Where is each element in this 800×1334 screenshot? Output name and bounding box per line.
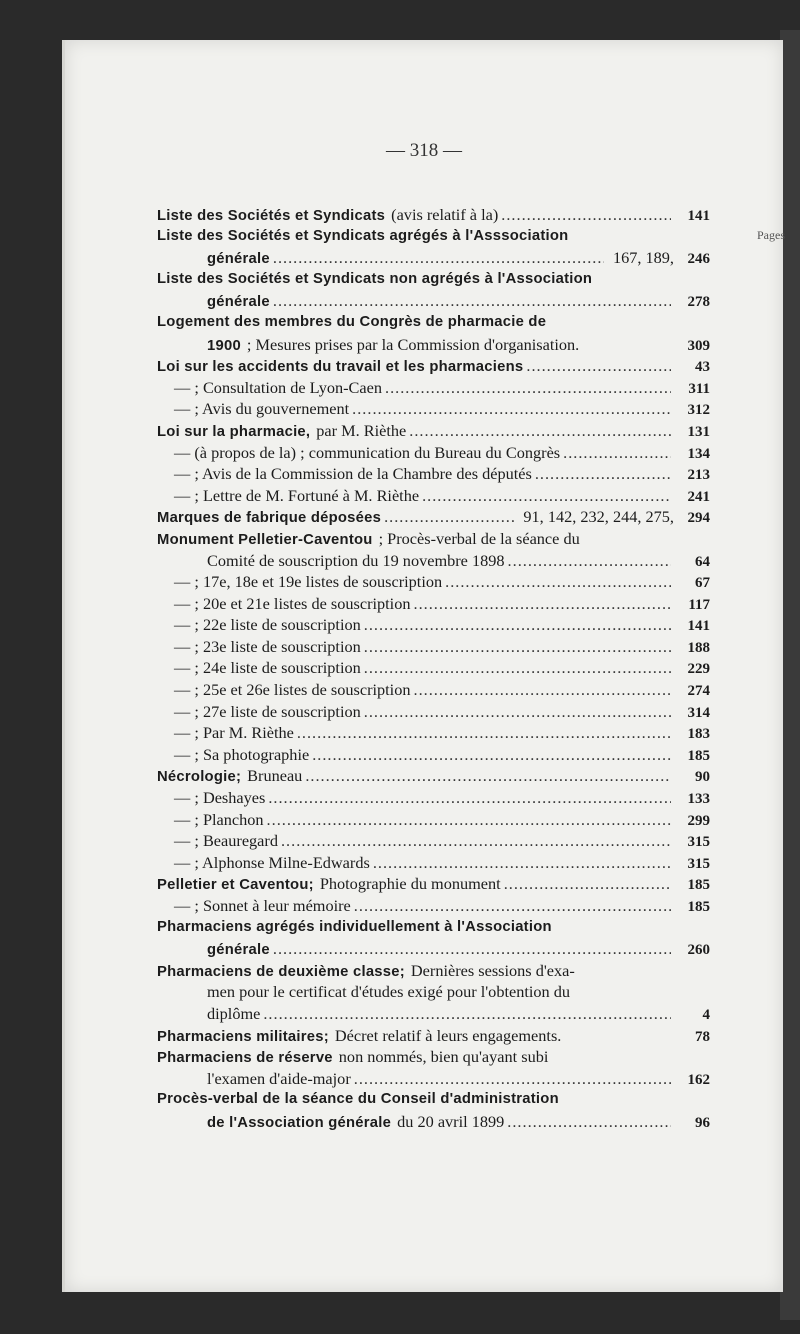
entry-term: générale bbox=[207, 251, 270, 268]
page-ref: 67 bbox=[695, 575, 710, 592]
entry-text: Photographie du monument bbox=[319, 874, 501, 894]
leader-dots bbox=[312, 744, 671, 766]
page-ref: 260 bbox=[687, 942, 710, 959]
leader-dots bbox=[281, 830, 671, 852]
leader-dots bbox=[414, 593, 672, 615]
scan-background-edge bbox=[780, 30, 800, 1320]
page-ref: 64 bbox=[695, 553, 710, 570]
index-entry bbox=[157, 657, 710, 679]
entry-text: — ; Planchon bbox=[174, 809, 264, 829]
entry-term: Loi sur la pharmacie, bbox=[157, 423, 311, 440]
index-entry bbox=[157, 722, 710, 744]
entry-text: — ; 25e et 26e listes de souscription bbox=[174, 680, 411, 700]
page-ref: 131 bbox=[687, 423, 710, 440]
entry-text: — ; 20e et 21e listes de souscription bbox=[174, 593, 411, 613]
index-entry bbox=[157, 398, 710, 420]
leader-dots bbox=[563, 442, 671, 464]
entry-term: générale bbox=[207, 294, 270, 311]
page-ref: 213 bbox=[687, 467, 710, 484]
entry-text: diplôme bbox=[207, 1003, 261, 1023]
entry-term: Marques de fabrique déposées bbox=[157, 510, 382, 527]
entry-term: de l'Association générale bbox=[207, 1114, 392, 1131]
entry-term: Pharmaciens agrégés individuellement à l'Association bbox=[157, 918, 552, 935]
index-entry bbox=[157, 981, 710, 1003]
index-entry bbox=[157, 1089, 710, 1111]
entry-term: Pharmaciens militaires; bbox=[157, 1028, 329, 1045]
page-ref: 133 bbox=[687, 791, 710, 808]
leader-dots bbox=[414, 679, 672, 701]
index-entry bbox=[157, 744, 710, 766]
index-entry bbox=[157, 1111, 710, 1133]
leader-dots bbox=[409, 420, 671, 442]
index-entry bbox=[157, 442, 710, 464]
entry-text: — ; Avis du gouvernement bbox=[174, 399, 350, 419]
entry-text: ; Mesures prises par la Commission d'organisation. bbox=[246, 334, 580, 354]
entry-term: Loi sur les accidents du travail et les pharmaciens bbox=[157, 359, 524, 376]
page-ref: 185 bbox=[687, 747, 710, 764]
entry-text: — ; Avis de la Commission de la Chambre des députés bbox=[174, 464, 532, 484]
page-ref: 314 bbox=[687, 704, 710, 721]
page-ref: 241 bbox=[687, 488, 710, 505]
leader-dots bbox=[422, 485, 671, 507]
entry-text: — ; Lettre de M. Fortuné à M. Rièthe bbox=[174, 485, 420, 505]
leader-dots bbox=[364, 614, 671, 636]
leader-dots bbox=[535, 463, 671, 485]
entry-term: Monument Pelletier-Caventou bbox=[157, 531, 373, 548]
entry-text: men pour le certificat d'études exigé pour l'obtention du bbox=[207, 982, 571, 1002]
page-ref: 162 bbox=[687, 1071, 710, 1088]
leader-dots bbox=[445, 571, 671, 593]
leader-dots bbox=[504, 873, 671, 895]
entry-term: Liste des Sociétés et Syndicats non agrégés à l'Association bbox=[157, 270, 593, 287]
page-ref: 90 bbox=[695, 769, 710, 786]
entry-text: — ; Alphonse Milne-Edwards bbox=[174, 852, 370, 872]
index-entry bbox=[157, 765, 710, 787]
index-entry bbox=[157, 247, 710, 269]
index-entry bbox=[157, 830, 710, 852]
entry-text: par M. Rièthe bbox=[316, 420, 407, 440]
leader-dots bbox=[273, 247, 604, 269]
leader-dots bbox=[263, 1003, 671, 1025]
index-entry bbox=[157, 506, 710, 528]
page-ref: 188 bbox=[687, 639, 710, 656]
entry-text: l'examen d'aide-major bbox=[207, 1068, 351, 1088]
index-entry bbox=[157, 463, 710, 485]
index-entry bbox=[157, 571, 710, 593]
entry-text: — ; Deshayes bbox=[174, 788, 266, 808]
page-ref: 274 bbox=[687, 683, 710, 700]
leader-dots bbox=[373, 852, 671, 874]
index-entry bbox=[157, 593, 710, 615]
entry-text: Dernières sessions d'exa- bbox=[410, 960, 575, 980]
index-entry bbox=[157, 1046, 710, 1068]
page-number: — 318 — bbox=[386, 140, 462, 161]
index-entry bbox=[157, 334, 710, 356]
page-ref: 96 bbox=[695, 1114, 710, 1131]
entry-term: générale bbox=[207, 942, 270, 959]
index-entry bbox=[157, 312, 710, 334]
index-entry bbox=[157, 290, 710, 312]
entry-term: Logement des membres du Congrès de pharmacie de bbox=[157, 313, 547, 330]
page-ref: 141 bbox=[687, 208, 710, 224]
index-entry bbox=[157, 895, 710, 917]
index-entry bbox=[157, 636, 710, 658]
leader-dots bbox=[352, 398, 671, 420]
page-references: 91, 142, 232, 244, 275, bbox=[523, 507, 674, 527]
leader-dots bbox=[297, 722, 671, 744]
leader-dots bbox=[385, 377, 671, 399]
index-entry bbox=[157, 1003, 710, 1025]
index-entry bbox=[157, 960, 710, 982]
entry-text: — ; Sonnet à leur mémoire bbox=[174, 896, 351, 915]
leader-dots bbox=[384, 506, 514, 528]
leader-dots bbox=[508, 550, 671, 572]
entry-text: — ; 27e liste de souscription bbox=[174, 701, 361, 721]
page-ref: 4 bbox=[702, 1006, 710, 1023]
leader-dots bbox=[364, 657, 671, 679]
entry-text: ; Procès-verbal de la séance du bbox=[378, 528, 580, 548]
index-entry bbox=[157, 355, 710, 377]
leader-dots bbox=[354, 895, 671, 917]
entry-term: Liste des Sociétés et Syndicats bbox=[157, 208, 386, 224]
entry-text: — ; Par M. Rièthe bbox=[174, 723, 294, 743]
entry-text: Comité de souscription du 19 novembre 1898 bbox=[207, 550, 505, 570]
index-entry bbox=[157, 485, 710, 507]
entry-term: 1900 bbox=[207, 337, 241, 354]
index-entry bbox=[157, 1025, 710, 1047]
entry-term: Procès-verbal de la séance du Conseil d'administration bbox=[157, 1091, 559, 1108]
entry-text: non nommés, bien qu'ayant subi bbox=[338, 1047, 549, 1067]
entry-text: — ; 22e liste de souscription bbox=[174, 615, 361, 635]
leader-dots bbox=[273, 290, 671, 312]
index-entry bbox=[157, 701, 710, 723]
index-entry bbox=[157, 420, 710, 442]
page-ref: 185 bbox=[687, 877, 710, 894]
index-entry bbox=[157, 917, 710, 939]
entry-text: — ; 23e liste de souscription bbox=[174, 636, 361, 656]
index-entry bbox=[157, 614, 710, 636]
index-entry bbox=[157, 269, 710, 291]
index-entry bbox=[157, 1068, 710, 1090]
index-entry bbox=[157, 377, 710, 399]
entry-term: Nécrologie; bbox=[157, 769, 242, 786]
entry-term: Pharmaciens de réserve bbox=[157, 1050, 333, 1067]
entry-term: Pelletier et Caventou; bbox=[157, 877, 314, 894]
index-entry bbox=[157, 873, 710, 895]
index-entry bbox=[157, 204, 710, 226]
index-entry bbox=[157, 938, 710, 960]
page-ref: 246 bbox=[687, 251, 710, 268]
page-ref: 299 bbox=[687, 812, 710, 829]
leader-dots bbox=[364, 636, 671, 658]
leader-dots bbox=[364, 701, 671, 723]
leader-dots bbox=[305, 765, 671, 787]
entry-text: du 20 avril 1899 bbox=[397, 1111, 505, 1131]
leader-dots bbox=[526, 355, 671, 377]
entry-text: Bruneau bbox=[247, 766, 303, 786]
entry-text: — ; 24e liste de souscription bbox=[174, 658, 361, 678]
index-entry bbox=[157, 528, 710, 550]
page-ref: 294 bbox=[687, 510, 710, 527]
page-ref: 141 bbox=[687, 618, 710, 635]
entry-text: (avis relatif à la) bbox=[391, 205, 499, 224]
entry-text: — (à propos de la) ; communication du Bureau du Congrès bbox=[174, 442, 561, 462]
leader-dots bbox=[507, 1111, 671, 1133]
page-ref: 278 bbox=[687, 294, 710, 311]
page-ref: 185 bbox=[687, 899, 710, 915]
leader-dots bbox=[267, 809, 671, 831]
pages-column-label: Pages bbox=[757, 228, 785, 242]
index-entry bbox=[157, 550, 710, 572]
page-ref: 315 bbox=[687, 855, 710, 872]
page-ref: 43 bbox=[695, 359, 710, 376]
page-ref: 229 bbox=[687, 661, 710, 678]
leader-dots bbox=[354, 1068, 671, 1090]
index-entry bbox=[157, 226, 710, 248]
page-ref: 78 bbox=[695, 1028, 710, 1045]
entry-text: Décret relatif à leurs engagements. bbox=[334, 1025, 562, 1045]
leader-dots bbox=[273, 938, 671, 960]
entry-text: — ; Sa photographie bbox=[174, 744, 310, 764]
page-ref: 312 bbox=[687, 402, 710, 419]
entry-text: — ; 17e, 18e et 19e listes de souscription bbox=[174, 572, 443, 592]
page-ref: 315 bbox=[687, 834, 710, 851]
index-entry bbox=[157, 852, 710, 874]
page-references: 167, 189, bbox=[612, 248, 674, 268]
index-entry bbox=[157, 787, 710, 809]
page-ref: 117 bbox=[688, 596, 710, 613]
leader-dots bbox=[268, 787, 671, 809]
index-entry bbox=[157, 679, 710, 701]
page-ref: 134 bbox=[687, 445, 710, 462]
page-ref: 183 bbox=[687, 726, 710, 743]
page-ref: 309 bbox=[687, 337, 710, 354]
index-entry bbox=[157, 809, 710, 831]
entry-text: — ; Beauregard bbox=[174, 831, 278, 851]
entry-text: — ; Consultation de Lyon-Caen bbox=[174, 377, 383, 397]
page-ref: 311 bbox=[688, 380, 710, 397]
entry-term: Liste des Sociétés et Syndicats agrégés à l'Asssociation bbox=[157, 227, 569, 244]
index-entries bbox=[157, 204, 710, 1133]
leader-dots bbox=[501, 204, 671, 226]
entry-term: Pharmaciens de deuxième classe; bbox=[157, 963, 405, 980]
